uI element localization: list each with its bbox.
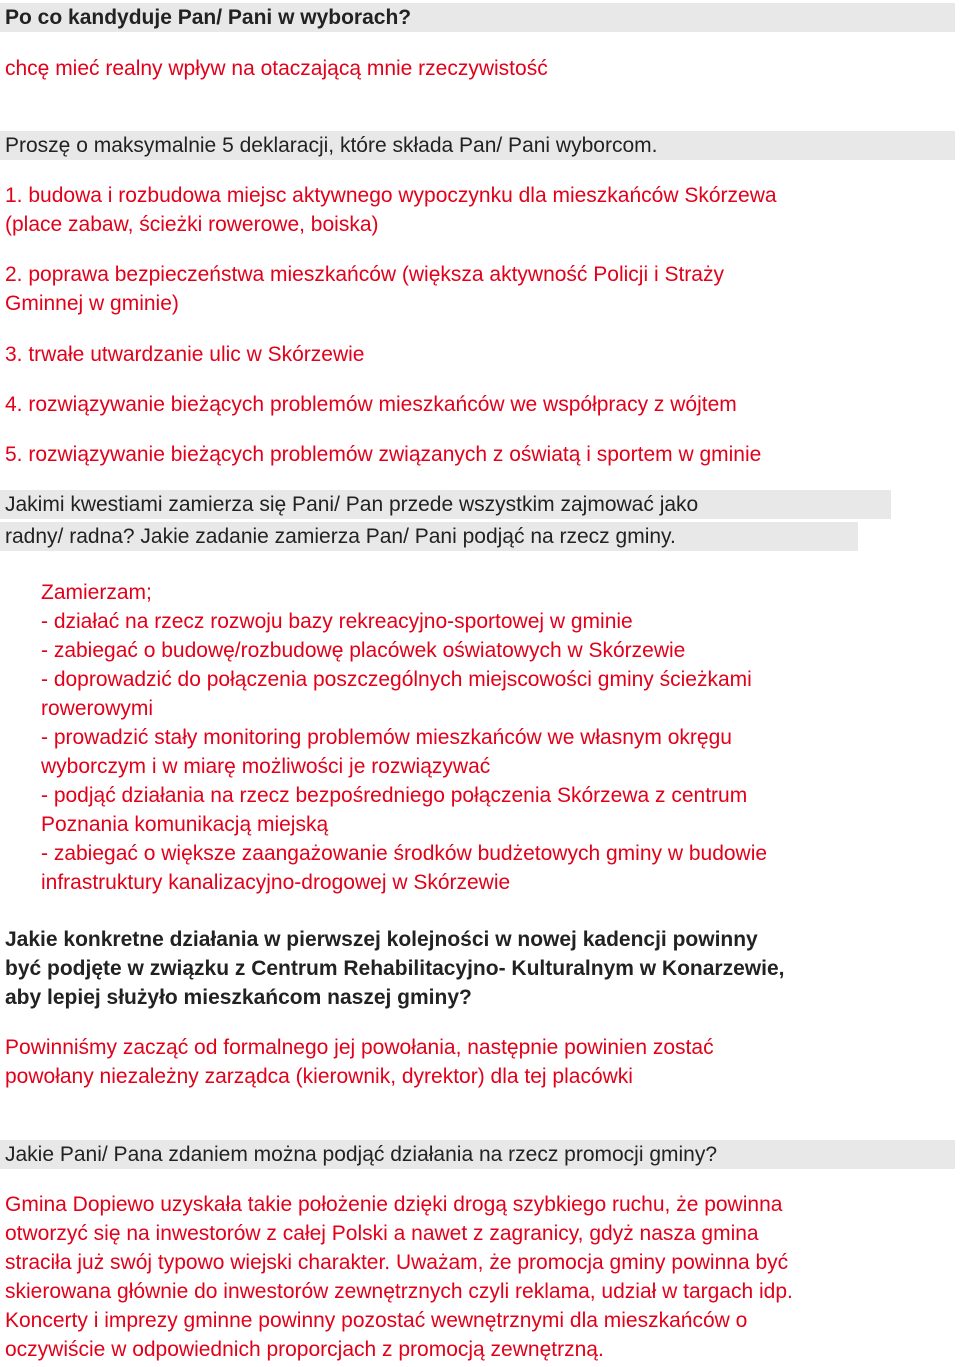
- answer-5-line: oczywiście w odpowiednich proporcjach z promocją zewnętrzną.: [5, 1338, 604, 1361]
- answer-3-line: - prowadzić stały monitoring problemów mieszkańców we własnym okręgu: [41, 726, 732, 749]
- question-5: Jakie Pani/ Pana zdaniem można podjąć działania na rzecz promocji gminy?: [5, 1143, 718, 1166]
- answer-5-line: Koncerty i imprezy gminne powinny pozostać wewnętrznymi dla mieszkańców o: [5, 1309, 748, 1332]
- answer-3-line: - działać na rzecz rozwoju bazy rekreacyjno-sportowej w gminie: [41, 610, 633, 633]
- question-4-line: aby lepiej służyło mieszkańcom naszej gminy?: [5, 986, 472, 1009]
- answer-5-line: otworzyć się na inwestorów z całej Polski a nawet z zagranicy, gdyż nasza gmina: [5, 1222, 759, 1245]
- answer-5-line: Gmina Dopiewo uzyskała takie położenie dzięki drogą szybkiego ruchu, że powinna: [5, 1193, 783, 1216]
- answer-3-line: - zabiegać o większe zaangażowanie środków budżetowych gminy w budowie: [41, 842, 768, 865]
- declaration-2-line-2: Gminnej w gminie): [5, 292, 179, 315]
- declaration-4: 4. rozwiązywanie bieżących problemów mieszkańców we współpracy z wójtem: [5, 393, 737, 416]
- answer-3-line: rowerowymi: [41, 697, 154, 720]
- question-4-line: Jakie konkretne działania w pierwszej kolejności w nowej kadencji powinny: [5, 928, 758, 951]
- declaration-1-line-2: (place zabaw, ścieżki rowerowe, boiska): [5, 213, 379, 236]
- answer-4-line: Powinniśmy zacząć od formalnego jej powołania, następnie powinien zostać: [5, 1036, 714, 1059]
- answer-4-line: powołany niezależny zarządca (kierownik, dyrektor) dla tej placówki: [5, 1065, 633, 1088]
- answer-5: [5, 1190, 793, 1364]
- declaration-1: [5, 181, 777, 239]
- answer-3-line: - doprowadzić do połączenia poszczególnych miejscowości gminy ścieżkami: [41, 668, 752, 691]
- declaration-1-line-1: 1. budowa i rozbudowa miejsc aktywnego wypoczynku dla mieszkańców Skórzewa: [5, 184, 777, 207]
- question-4: [5, 925, 784, 1012]
- declaration-5: 5. rozwiązywanie bieżących problemów związanych z oświatą i sportem w gminie: [5, 443, 762, 466]
- answer-3-line: - zabiegać o budowę/rozbudowę placówek oświatowych w Skórzewie: [41, 639, 686, 662]
- answer-4: [5, 1033, 714, 1091]
- question-4-line: być podjęte w związku z Centrum Rehabilitacyjno- Kulturalnym w Konarzewie,: [5, 957, 785, 980]
- answer-3-line: infrastruktury kanalizacyjno-drogowej w Skórzewie: [41, 871, 511, 894]
- answer-3-line: Zamierzam;: [41, 581, 152, 604]
- answer-3-line: - podjąć działania na rzecz bezpośredniego połączenia Skórzewa z centrum: [41, 784, 748, 807]
- answer-5-line: skierowana głównie do inwestorów zewnętrznych czyli reklama, udział w targach idp.: [5, 1280, 793, 1303]
- answer-5-line: straciła już swój typowo wiejski charakter. Uważam, że promocja gminy powinna być: [5, 1251, 789, 1274]
- declaration-2-line-1: 2. poprawa bezpieczeństwa mieszkańców (większa aktywność Policji i Straży: [5, 263, 724, 286]
- answer-3-line: Poznania komunikacją miejską: [41, 813, 329, 836]
- question-1: Po co kandyduje Pan/ Pani w wyborach?: [5, 6, 412, 29]
- question-3-line-1: Jakimi kwestiami zamierza się Pani/ Pan przede wszystkim zajmować jako: [5, 493, 699, 516]
- question-2: Proszę o maksymalnie 5 deklaracji, które składa Pan/ Pani wyborcom.: [5, 134, 658, 157]
- answer-3: [41, 578, 767, 897]
- declaration-2: [5, 260, 724, 318]
- question-3-line-2: radny/ radna? Jakie zadanie zamierza Pan/ Pani podjąć na rzecz gminy.: [5, 525, 676, 548]
- declaration-3: 3. trwałe utwardzanie ulic w Skórzewie: [5, 343, 365, 366]
- answer-3-line: wyborczym i w miarę możliwości je rozwiązywać: [41, 755, 491, 778]
- answer-1: chcę mieć realny wpływ na otaczającą mnie rzeczywistość: [5, 57, 548, 80]
